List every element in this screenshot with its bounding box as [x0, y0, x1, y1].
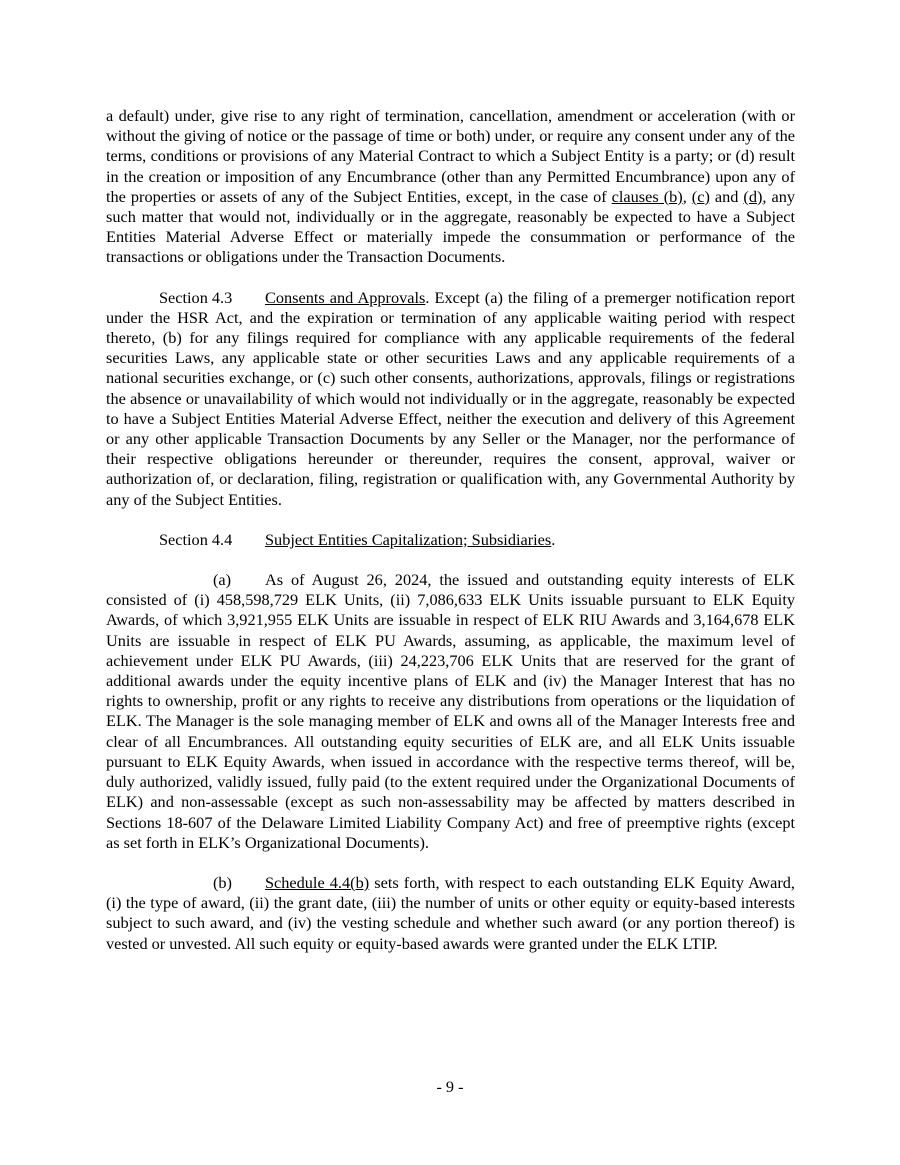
paragraph-text: and — [709, 186, 744, 206]
section-4-4 — [106, 530, 795, 550]
section-number: Section 4.3 — [159, 287, 233, 307]
paragraph-text: , any such matter that would not, individually or in the aggregate, reasonably be expected to have a Subject Entities Material Adverse Effect or materially impede the consummation or performance of the transactions or obligations under the Transaction Documents. — [106, 186, 796, 267]
paragraph-text: a default) under, give rise to any right of termination, cancellation, amendment or acceleration (with or without the giving of notice or the passage of time or both) under, or require any consent under any of the terms, conditions or provisions of any Material Contract to which a Subject Entity is a party; or (d) result in the creation or imposition of any Encumbrance (other than any Permitted Encumbrance) upon any of the properties or assets of any of the Subject Entities, except, in the case of — [106, 106, 795, 206]
section-title: Subject Entities Capitalization; Subsidiaries — [265, 529, 552, 549]
paragraph-text: , — [682, 186, 692, 206]
section-number: Section 4.4 — [159, 529, 233, 549]
section-4-4-a — [106, 570, 795, 853]
section-4-4-b — [106, 873, 795, 954]
paragraph-continuation — [106, 106, 795, 268]
page-number: - 9 - — [436, 1077, 464, 1096]
subsection-text: As of August 26, 2024, the issued and outstanding equity interests of ELK consisted of (i) 458,598,729 ELK Units, (ii) 7,086,633 ELK Units issuable pursuant to ELK Equity Awards, of which 3,921,955 ELK Units are issuable in respect of ELK RIU Awards and 3,164,678 ELK Units are issuable in respect of ELK PU Awards, assuming, as applicable, the maximum level of achievement under ELK PU Awards, (iii) 24,223,706 ELK Units that are reserved for the grant of additional awards under the equity incentive plans of ELK and (iv) the Manager Interest that has no rights to ownership, profit or any rights to receive any distributions from operations or the liquidation of ELK. The Manager is the sole managing member of ELK and owns all of the Manager Interests free and clear of all Encumbrances. All outstanding equity securities of ELK are, and all ELK Units issuable pursuant to ELK Equity Awards, when issued in accordance with the respective terms thereof, will be, duly authorized, validly issued, fully paid (to the extent required under the Organizational Documents of ELK) and non-assessable (except as such non-assessability may be affected by matters described in Sections 18-607 of the Delaware Limited Liability Company Act) and free of preemptive rights (except as set forth in ELK’s Organizational Documents). — [106, 570, 795, 852]
section-4-3 — [106, 288, 795, 510]
section-title: Consents and Approvals — [265, 287, 426, 307]
document-body — [106, 106, 795, 974]
schedule-reference: Schedule 4.4(b) — [265, 872, 370, 892]
section-text: . — [551, 529, 556, 549]
clause-reference-c: (c) — [691, 186, 710, 206]
clause-reference-d: (d) — [743, 186, 763, 206]
subsection-label: (b) — [213, 872, 232, 892]
section-text: . Except (a) the filing of a premerger notification report under the HSR Act, and the expiration or termination of any applicable waiting period with respect thereto, (b) for any filings required for compliance with any applicable requirements of the federal securities Laws, any applicable state or other securities Laws and any applicable requirements of a national securities exchange, or (c) such other consents, authorizations, approvals, filings or registrations the absence or unavailability of which would not individually or in the aggregate, reasonably be expected to have a Subject Entities Material Adverse Effect, neither the execution and delivery of this Agreement or any other applicable Transaction Documents by any Seller or the Manager, nor the performance of their respective obligations hereunder or thereunder, requires the consent, approval, waiver or authorization of, or declaration, filing, registration or qualification with, any Governmental Authority by any of the Subject Entities. — [106, 287, 796, 509]
clause-reference-b: clauses (b) — [611, 186, 683, 206]
subsection-text: sets forth, with respect to each outstanding ELK Equity Award, (i) the type of award, (ii) the grant date, (iii) the number of units or other equity or equity-based interests subject to such award, and (iv) the vesting schedule and whether such award (or any portion thereof) is vested or unvested. All such equity or equity-based awards were granted under the ELK LTIP. — [106, 872, 795, 953]
subsection-label: (a) — [213, 570, 232, 590]
